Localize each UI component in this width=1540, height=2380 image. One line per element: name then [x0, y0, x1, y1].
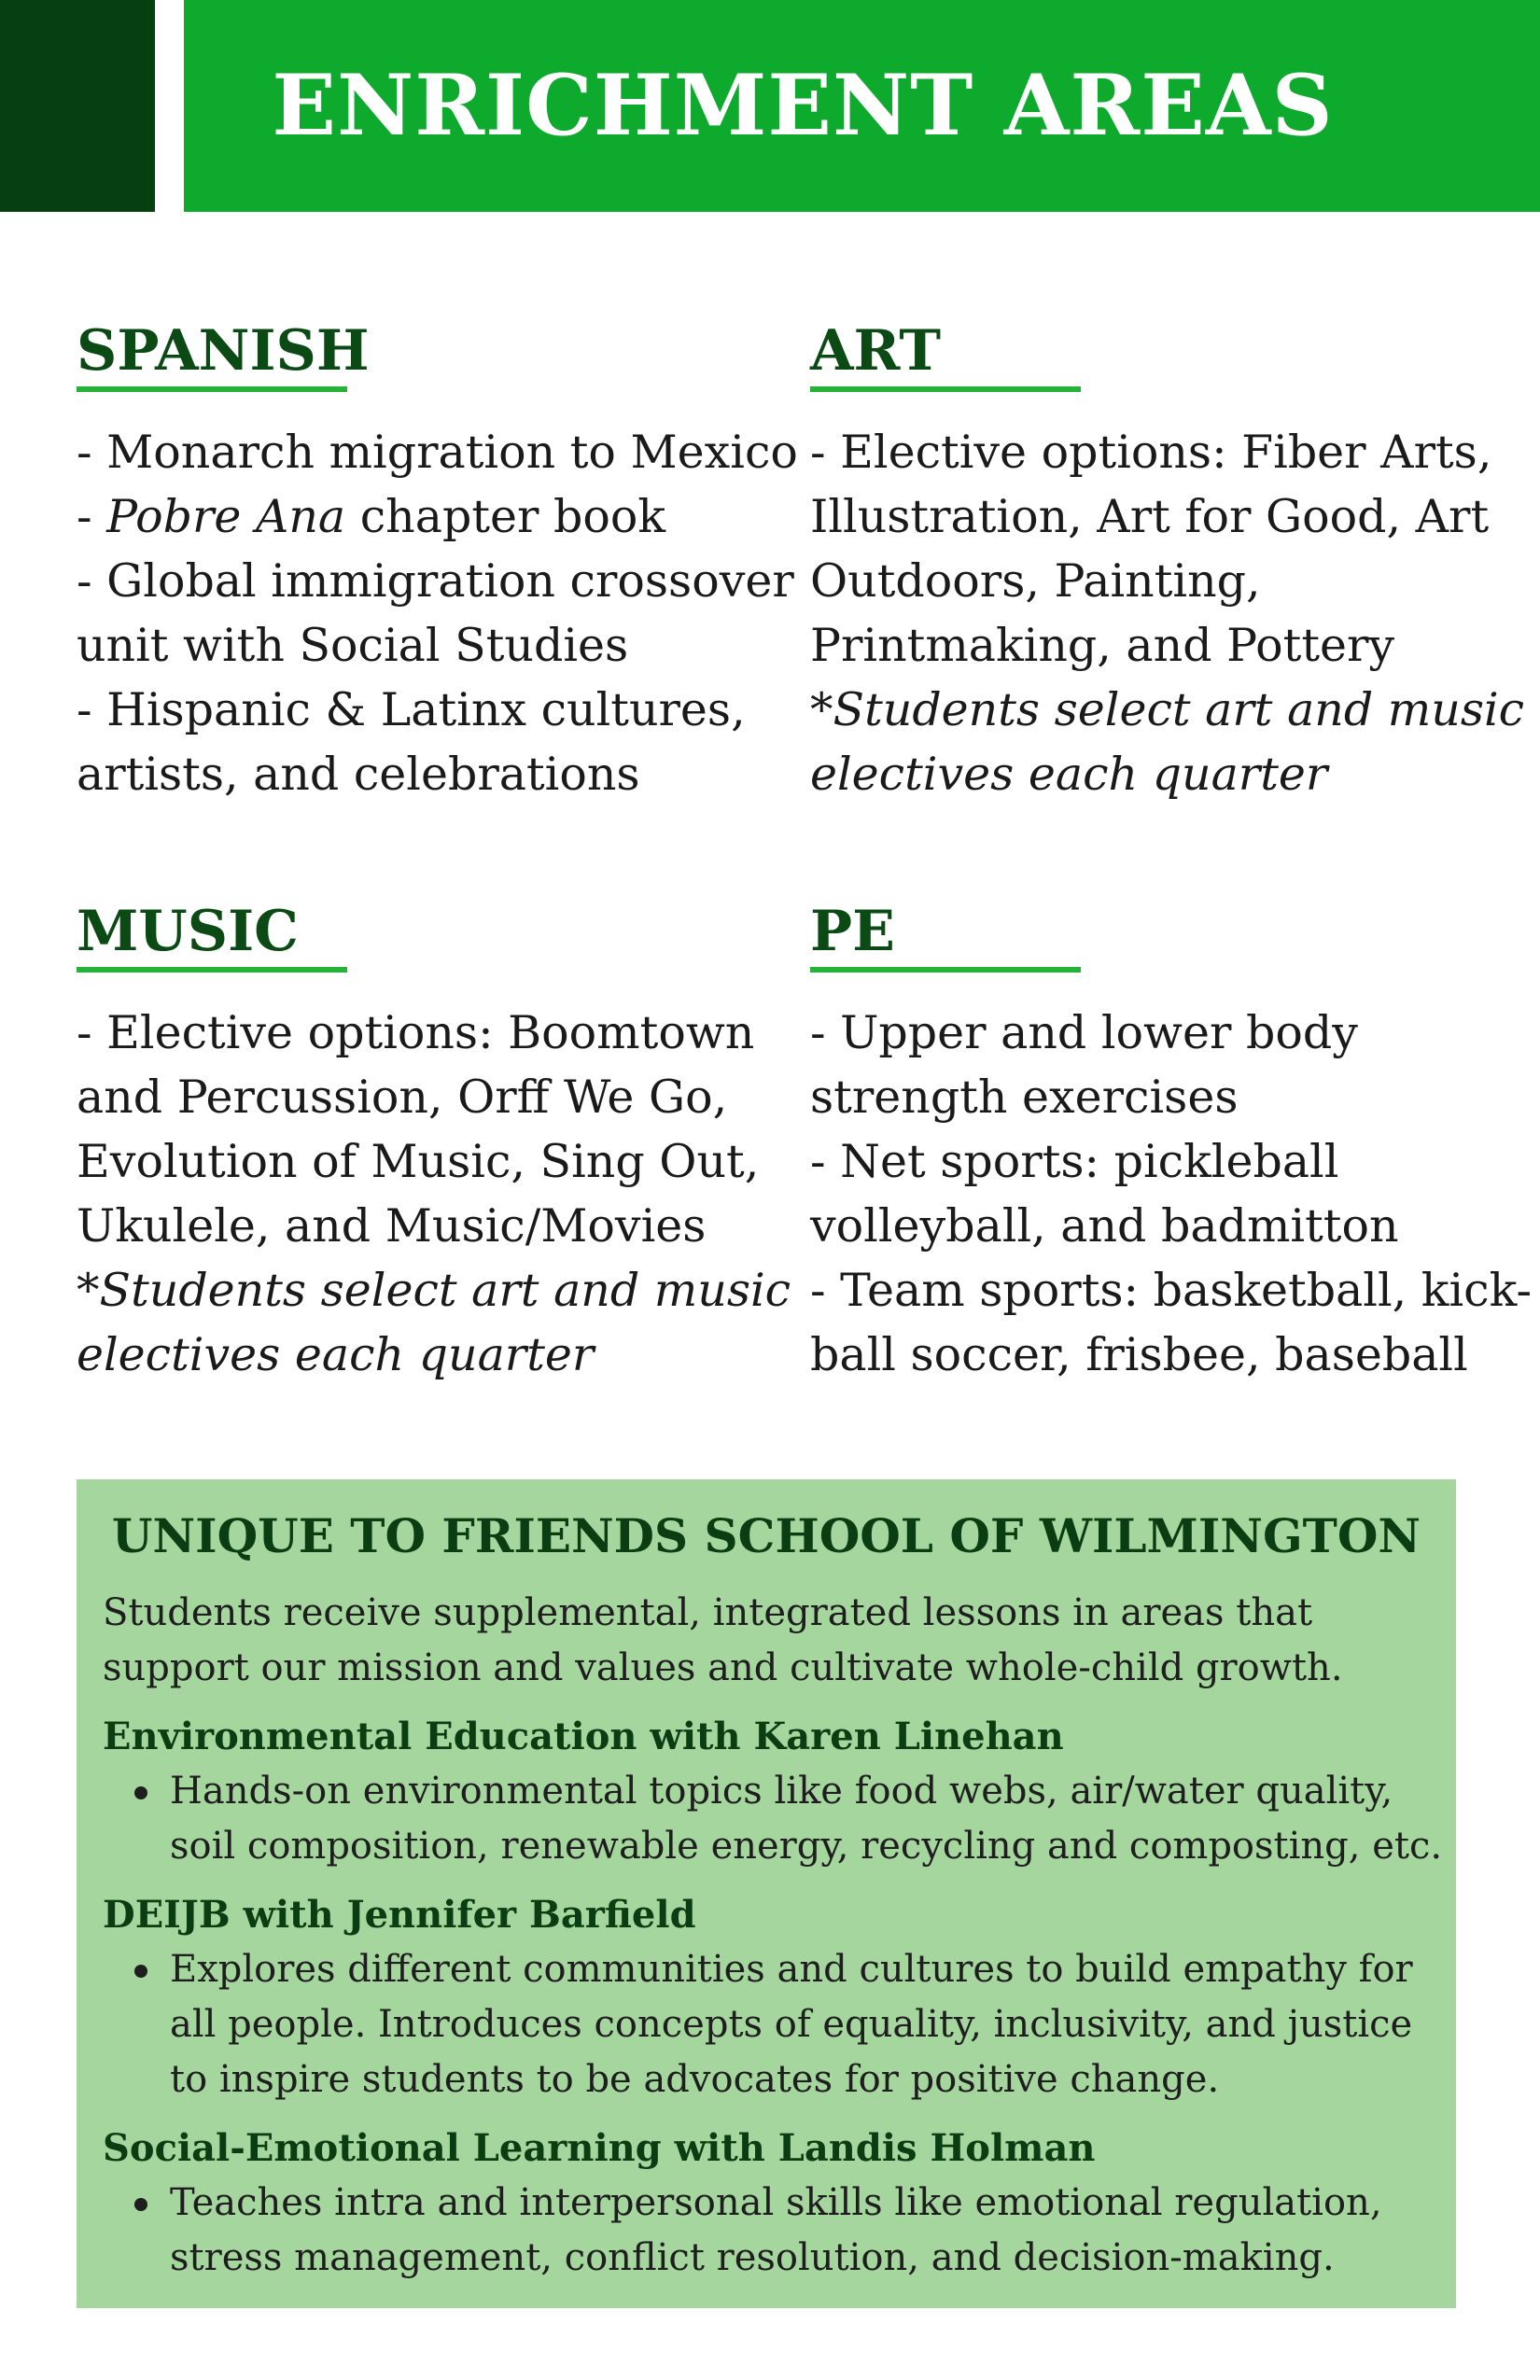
- body-line: ball soccer, frisbee, baseball: [810, 1328, 1468, 1381]
- body-line: Outdoors, Painting,: [810, 554, 1261, 608]
- section-title-art: ART: [810, 318, 942, 384]
- body-line: - Monarch migration to Mexico: [77, 426, 798, 479]
- body-line: and Percussion, Orff We Go,: [77, 1071, 728, 1124]
- section-underline: [810, 967, 1081, 973]
- program-heading-environmental: Environmental Education with Karen Linehan: [103, 1715, 1064, 1758]
- elective-note: electives each quarter: [77, 1328, 595, 1381]
- book-title: Pobre Ana: [106, 490, 346, 543]
- body-line: Illustration, Art for Good, Art: [810, 490, 1490, 543]
- section-underline: [77, 967, 347, 973]
- section-underline: [810, 386, 1081, 392]
- program-heading-deijb: DEIJB with Jennifer Barfield: [103, 1893, 696, 1937]
- bullet-item: [103, 2176, 1430, 2286]
- section-title-music: MUSIC: [77, 899, 299, 964]
- body-line: - Elective options: Boomtown: [77, 1006, 755, 1059]
- section-body-pe: [810, 1001, 1540, 1387]
- body-line: - Elective options: Fiber Arts,: [810, 426, 1492, 479]
- body-line: strength exercises: [810, 1071, 1239, 1124]
- intro-line: support our mission and values and cultivate whole-child growth.: [103, 1646, 1343, 1689]
- section-title-pe: PE: [810, 899, 895, 964]
- elective-note: *Students select art and music: [77, 1264, 791, 1317]
- section-art: [810, 317, 1540, 806]
- page-title: ENRICHMENT AREAS: [272, 56, 1334, 155]
- section-body-spanish: [77, 420, 823, 806]
- section-body-music: [77, 1001, 823, 1387]
- bullet-line: soil composition, renewable energy, recycling and composting, etc.: [170, 1825, 1443, 1868]
- body-line: - Team sports: basketball, kick-: [810, 1264, 1532, 1317]
- bullet-icon: [134, 1965, 147, 1978]
- bullet-line: stress management, conflict resolution, and decision-making.: [170, 2236, 1335, 2279]
- intro-line: Students receive supplemental, integrated lessons in areas that: [103, 1591, 1313, 1634]
- body-line: - Hispanic & Latinx cultures,: [77, 683, 746, 736]
- body-line: Evolution of Music, Sing Out,: [77, 1135, 760, 1188]
- section-music: [77, 898, 823, 1387]
- bullet-line: Hands-on environmental topics like food webs, air/water quality,: [170, 1770, 1393, 1813]
- section-spanish: [77, 317, 823, 806]
- bullet-line: to inspire students to be advocates for positive change.: [170, 2058, 1220, 2101]
- body-line: - Global immigration crossover: [77, 554, 794, 608]
- header-accent-block: [0, 0, 155, 212]
- bullet-icon: [134, 1786, 147, 1799]
- unique-programs-box: [77, 1479, 1456, 2308]
- section-body-art: [810, 420, 1540, 806]
- section-title-spanish: SPANISH: [77, 318, 370, 384]
- program-heading-sel: Social-Emotional Learning with Landis Holman: [103, 2126, 1096, 2170]
- body-line: Printmaking, and Pottery: [810, 619, 1395, 672]
- box-intro: [103, 1586, 1430, 1696]
- box-title: UNIQUE TO FRIENDS SCHOOL OF WILMINGTON: [111, 1508, 1421, 1563]
- bullet-item: [103, 1764, 1443, 1874]
- elective-note: electives each quarter: [810, 748, 1328, 801]
- body-line: - Upper and lower body: [810, 1006, 1358, 1059]
- bullet-line: all people. Introduces concepts of equality, inclusivity, and justice: [170, 2003, 1413, 2046]
- body-line: volleyball, and badmitton: [810, 1199, 1399, 1253]
- bullet-line: Teaches intra and interpersonal skills like emotional regulation,: [170, 2181, 1382, 2224]
- body-line: unit with Social Studies: [77, 619, 629, 672]
- body-line: - Pobre Ana chapter book: [77, 490, 666, 543]
- body-line: - Net sports: pickleball: [810, 1135, 1339, 1188]
- body-line: Ukulele, and Music/Movies: [77, 1199, 707, 1253]
- bullet-item: [103, 1942, 1430, 2107]
- bullet-line: Explores different communities and cultures to build empathy for: [170, 1948, 1413, 1991]
- section-pe: [810, 898, 1540, 1387]
- body-text: chapter book: [345, 490, 666, 543]
- section-underline: [77, 386, 347, 392]
- body-line: artists, and celebrations: [77, 748, 640, 801]
- bullet-icon: [134, 2198, 147, 2211]
- elective-note: *Students select art and music: [810, 683, 1525, 736]
